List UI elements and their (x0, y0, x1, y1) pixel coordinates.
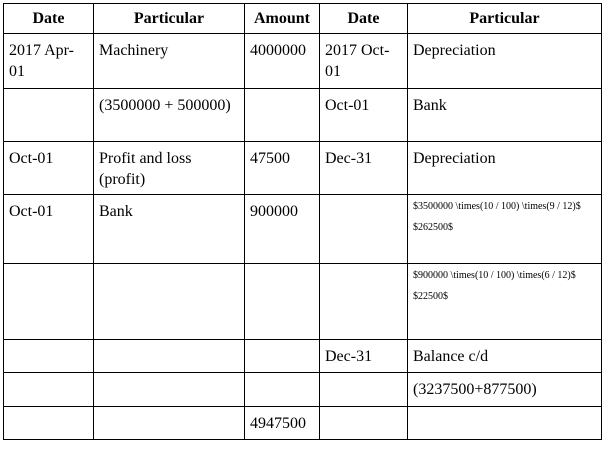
table-row (4, 89, 602, 142)
date-credit-cell (320, 264, 408, 340)
amount-cell (245, 340, 320, 373)
amount-cell (245, 264, 320, 340)
ledger-table (3, 3, 602, 440)
depreciation-formula: $3500000 \times(10 / 100) \times(9 / 12)$ (413, 201, 581, 212)
particular-debit-cell (94, 340, 245, 373)
particular-credit-cell: Depreciation (408, 142, 602, 195)
table-row (4, 340, 602, 373)
date-debit-cell (4, 407, 94, 440)
particular-credit-cell (408, 264, 602, 340)
date-credit-cell (320, 407, 408, 440)
table-row (4, 195, 602, 264)
table-row (4, 264, 602, 340)
amount-cell: 900000 (245, 195, 320, 264)
table-row (4, 373, 602, 407)
date-debit-cell: Oct-01 (4, 195, 94, 264)
particular-credit-cell (408, 195, 602, 264)
amount-cell (245, 373, 320, 407)
particular-credit-cell: Bank (408, 89, 602, 142)
amount-cell (245, 89, 320, 142)
date-debit-cell (4, 373, 94, 407)
particular-credit-cell: (3237500+877500) (408, 373, 602, 407)
particular-debit-cell: (3500000 + 500000) (94, 89, 245, 142)
depreciation-formula: $900000 \times(10 / 100) \times(6 / 12)$ (413, 270, 576, 281)
depreciation-result: $22500$ (413, 291, 448, 302)
amount-cell: 47500 (245, 142, 320, 195)
date-debit-cell: Oct-01 (4, 142, 94, 195)
date-credit-cell: 2017 Oct-01 (320, 34, 408, 89)
table-row (4, 142, 602, 195)
particular-credit-cell: Depreciation (408, 34, 602, 89)
particular-credit-cell: Balance c/d (408, 340, 602, 373)
date-debit-cell (4, 264, 94, 340)
table-row (4, 34, 602, 89)
particular-debit-cell (94, 373, 245, 407)
header-particular-debit: Particular (94, 4, 245, 34)
table-header-row (4, 4, 602, 34)
amount-total-cell: 4947500 (245, 407, 320, 440)
particular-debit-cell: Profit and loss (profit) (94, 142, 245, 195)
table-row (4, 407, 602, 440)
date-credit-cell: Dec-31 (320, 340, 408, 373)
particular-debit-cell (94, 264, 245, 340)
header-date-debit: Date (4, 4, 94, 34)
depreciation-result: $262500$ (413, 222, 453, 233)
header-particular-credit: Particular (408, 4, 602, 34)
header-date-credit: Date (320, 4, 408, 34)
date-debit-cell (4, 340, 94, 373)
header-amount: Amount (245, 4, 320, 34)
date-credit-cell: Dec-31 (320, 142, 408, 195)
date-credit-cell (320, 195, 408, 264)
date-credit-cell (320, 373, 408, 407)
particular-debit-cell: Bank (94, 195, 245, 264)
date-credit-cell: Oct-01 (320, 89, 408, 142)
particular-credit-cell (408, 407, 602, 440)
date-debit-cell (4, 89, 94, 142)
particular-debit-cell (94, 407, 245, 440)
date-debit-cell: 2017 Apr-01 (4, 34, 94, 89)
amount-cell: 4000000 (245, 34, 320, 89)
particular-debit-cell: Machinery (94, 34, 245, 89)
